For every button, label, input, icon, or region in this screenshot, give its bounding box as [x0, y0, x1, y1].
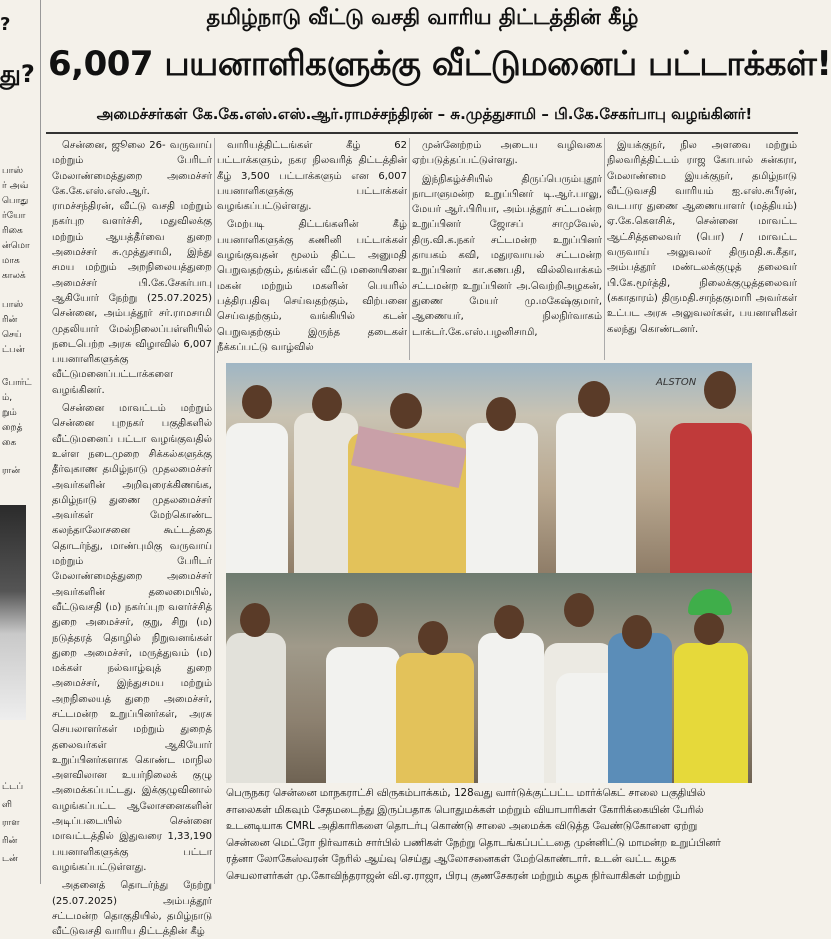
person-figure [326, 647, 400, 783]
person-head [694, 613, 724, 645]
person-head [704, 371, 736, 409]
person-head [240, 603, 270, 637]
strip-line: ன்மொ [2, 241, 30, 251]
strip-line: ரின் [2, 315, 18, 325]
person-head [242, 385, 272, 419]
paragraph: வாரியத்திட்டங்கள் கீழ் 62 பட்டாக்களும், நகர நிலவரித் திட்டத்தின் கீழ் 3,500 பட்டாக்களும் என 6,007 பயனாளிகளுக்கு பட்டாக்கள் வழங்கப்பட்டுள்ளது. [217, 140, 407, 213]
strip-heading-fragment: ? [0, 14, 11, 35]
strip-line: ட்டப் [2, 782, 24, 792]
paragraph: அதனைத் தொடர்ந்து நேற்று (25.07.2025) அம்பத்தூர் சட்டமன்ற தொகுதியில், தமிழ்நாடு வீட்டுவசதி வாரிய திட்டத்தின் கீழ் [52, 880, 212, 938]
column-divider [604, 138, 605, 360]
person-figure [556, 413, 636, 573]
person-figure [608, 633, 672, 783]
strip-line: ம், [2, 393, 13, 403]
strip-line: ராள [2, 818, 20, 828]
strip-line: கை [2, 438, 17, 448]
main-headline: 6,007 பயனாளிகளுக்கு வீட்டுமனைப் பட்டாக்கள்! [48, 44, 831, 84]
strip-line: பொது [2, 196, 29, 206]
paragraph: சென்னை மாவட்டம் மற்றும் சென்னை புறநகர் பகுதிகளில் வீட்டுமனைப் பட்டா வழங்குவதில் உள்ள நடைமுறை சிக்கல்களுக்கு தீர்வுகாண தமிழ்நாடு முதலமைச்சர் அவர்களின் அறிவுரைக்கிணங்க, தமிழ்நாடு துணை முதலமைச்சர் அவர்கள் மேற்கொண்ட கலந்தாலோசனை கூட்டத்தை தொடர்ந்து, மாண்புமிகு வருவாய் மற்றும் பேரிடர் மேலாண்மைத்துறை அமைச்சர் அவர்களின் தலைமையில், வீட்டுவசதி (ம) நகர்ப்புற வளர்ச்சித் துறை அமைச்சர், குறு, சிறு (ம) நடுத்தரத் தொழில் நிறுவனங்கள் துறை அமைச்சர், மருத்துவம் (ம) மக்கள் நல்வாழ்வுத் துறை அமைச்சர், இந்துசமய மற்றும் அறநிலையத் துறை அமைச்சர், சட்டமன்ற உறுப்பினர்கள், அரசு செயலாளர்கள் மற்றும் துறைத் தலைவர்கள் ஆகியோர் உறுப்பினர்களாக கொண்ட மாநில அளவிலான உயர்நிலைக் குழு அமைக்கப்பட்டது. இக்குழுவினால் வழங்கப்பட்ட ஆலோசனைகளின் அடிப்படையில் சென்னை மாவட்டத்தில் இதுவரை 1,33,190 பயனாளிகளுக்கு பட்டா வழங்கப்பட்டுள்ளது. [52, 403, 212, 873]
strip-line: ரின் [2, 836, 18, 846]
divider [46, 132, 798, 134]
caption-line: சென்னை மெட்ரோ நிர்வாகம் சார்பில் பணிகள் நேற்று தொடங்கப்பட்டதை முன்னிட்டு மாமன்ற உறுப்பினர் [226, 836, 721, 849]
caption-line: சாலைகள் மிகவும் சேதமடைந்து இருப்பதாக பொதுமக்கள் மற்றும் வியாபாரிகள் கோரிக்கையின் பேரில் [226, 803, 704, 816]
paragraph: இந்நிகழ்ச்சியில் திருப்பெரும்புதூர் நாடாளுமன்ற உறுப்பினர் டி.ஆர்.பாலு, மேயர் ஆர்.பிரியா, அம்பத்தூர் சட்டமன்ற உறுப்பினர் ஜோசப் சாமுவேல், திரு.வி.க.நகர் சட்டமன்ற உறுப்பினர் தாயகம் கவி, மதுரவாயல் சட்டமன்ற உறுப்பினர் கா.கணபதி, வில்லிவாக்கம் சட்டமன்ற உறுப்பினர் அ.வெற்றிஅழகன், துணை மேயர் மு.மகேஷ்குமார், ஆணையர், நிலநிர்வாகம் டாக்டர்.கே.எஸ்.பழனிசாமி, [412, 173, 602, 338]
strip-line: ர் அவ் [2, 181, 29, 191]
paragraph: மேற்படி திட்டங்களின் கீழ் பயனாளிகளுக்கு கணினி பட்டாக்கள் வழங்குவதன் மூலம் திட்ட அனுமதி பெறுவதற்கும், தங்கள் வீட்டு மனையினை மகன் மற்றும் மகளின் பெயரில் பத்திரபதிவு செய்வதற்கும், விற்பனை செய்வதற்கும், வங்கியில் கடன் பெறுவதற்கும் இருந்த தடைகள் நீக்கப்பட்டு வாழ்வில் [217, 219, 407, 353]
paragraph: முன்னேற்றம் அடைய வழிவகை ஏற்படுத்தப்பட்டுள்ளது. [412, 140, 602, 167]
strip-line: ரிகை [2, 226, 23, 236]
person-figure [466, 423, 538, 573]
person-head [390, 393, 422, 429]
person-head [418, 621, 448, 655]
person-figure [478, 633, 544, 783]
caption-line: செயலாளர்கள் மு.கோவிந்தராஜன் வி.ஏ.ராஜா, பிரபு குணசேகரன் மற்றும் கழக நிர்வாகிகள் மற்றும் [226, 869, 681, 882]
strip-line: ர்யோ [2, 211, 26, 221]
person-figure [670, 423, 752, 573]
person-head [348, 603, 378, 637]
strip-line: போர்ட் [2, 378, 32, 388]
article-column-1 [52, 138, 212, 938]
person-head [578, 381, 610, 417]
subheadline: அமைச்சர்கள் கே.கே.எஸ்.எஸ்.ஆர்.ராமச்சந்திரன் – சு.முத்துசாமி – பி.கே.சேகர்பாபு வழங்கினர்! [96, 105, 753, 123]
strip-line: ட்பன் [2, 345, 25, 355]
person-head [494, 605, 524, 639]
strip-line: மாக [2, 256, 20, 266]
person-head [312, 387, 342, 421]
person-figure [396, 653, 474, 783]
helmet-icon [688, 589, 732, 615]
paragraph: இயக்குநர், நில அளவை மற்றும் நிலவரித்திட்டம் ராஜ கோபால் சுன்கரா, மேலாண்மை இயக்குநர், தமிழ்நாடு வீட்டுவசதி வாரியம் ஐ.எஸ்.சுபீரன், வடபார துணை ஆணையாளர் (மத்தியம்) ஏ.கே.கௌசிக், சென்னை மாவட்ட ஆட்சித்தலைவர் (பொ) / மாவட்ட வருவாய் அலுவலர் திருமதி.சு.கீதா, அம்பத்தூர் மண்டலக்குழுத் தலைவர் பி.கே.மூர்த்தி, நிலைக்குழுத்தலைவர் (சுகாதாரம்) திருமதி.சாந்தகுமாரி அவர்கள் உட்பட அரசு அலுவலர்கள், பயனாளிகள் கலந்து கொண்டனர். [607, 140, 797, 335]
strip-heading-fragment-2: து? [0, 60, 35, 88]
strip-line: டன் [2, 854, 18, 864]
person-head [564, 593, 594, 627]
person-head [622, 615, 652, 649]
event-photo-top [226, 363, 752, 573]
caption-line: ரத்னா லோகேஸ்வரன் நேரில் ஆய்வு செய்து ஆலோசனைகள் மேற்கொண்டார். உடன் வட்ட கழக [226, 853, 676, 865]
strip-line: றைத் [2, 423, 23, 433]
strip-line: செய் [2, 330, 22, 340]
strip-line: றும் [2, 408, 17, 418]
strip-line: பாஸ் [2, 166, 24, 176]
column-divider [214, 138, 215, 884]
article-column-4 [607, 138, 797, 360]
column-divider [409, 138, 410, 360]
caption-line: பெருநகர சென்னை மாநகராட்சி விருகம்பாக்கம், 128வது வார்டுக்குட்பட்ட மார்க்கெட் சாலை பகுதியில் [226, 787, 706, 799]
strip-line: காலக் [2, 271, 26, 281]
person-head [486, 397, 516, 431]
strip-line: ளி [2, 800, 12, 810]
article-column-2 [217, 138, 407, 360]
paragraph: சென்னை, ஜூலை 26- வருவாய் மற்றும் பேரிடர் மேலாண்மைத்துறை அமைச்சர் கே.கே.எஸ்.எஸ்.ஆர். ராமச்சந்திரன், வீட்டு வசதி மற்றும் நகர்புற வளர்ச்சி, மதுவிலக்கு மற்றும் ஆயத்தீர்வை துறை அமைச்சர் சு.முத்துசாமி, இந்து சமய மற்றும் அறநிலையத்துறை அமைச்சர் பி.கே.சேகர்பாபு ஆகியோர் நேற்று (25.07.2025) சென்னை, அம்பத்தூர் சர்.ராமசாமி முதலியார் மேல்நிலைப்பள்ளியில் நடைபெற்ற அரசு விழாவில் 6,007 பயனாளிகளுக்கு வீட்டுமனைப்பட்டாக்களை வழங்கினர். [52, 140, 212, 396]
caption-line: உடனடியாக CMRL அதிகாரிகளை தொடர்பு கொண்டு சாலை அமைக்க விடுத்த வேண்டுகோளை ஏற்று [226, 820, 698, 832]
strip-line: பாஸ் [2, 300, 24, 310]
previous-article-strip [0, 0, 41, 884]
photo-caption [226, 785, 752, 884]
person-figure [226, 423, 288, 573]
article-column-3 [412, 138, 602, 360]
event-photo-bottom [226, 573, 752, 783]
kicker-heading: தமிழ்நாடு வீட்டு வசதி வாரிய திட்டத்தின் கீழ் [206, 5, 639, 29]
person-figure [674, 643, 748, 783]
photo-sign-text: ALSTON [656, 377, 697, 388]
strip-line: ரான் [2, 466, 21, 476]
strip-photo [0, 505, 26, 720]
person-figure [226, 633, 286, 783]
